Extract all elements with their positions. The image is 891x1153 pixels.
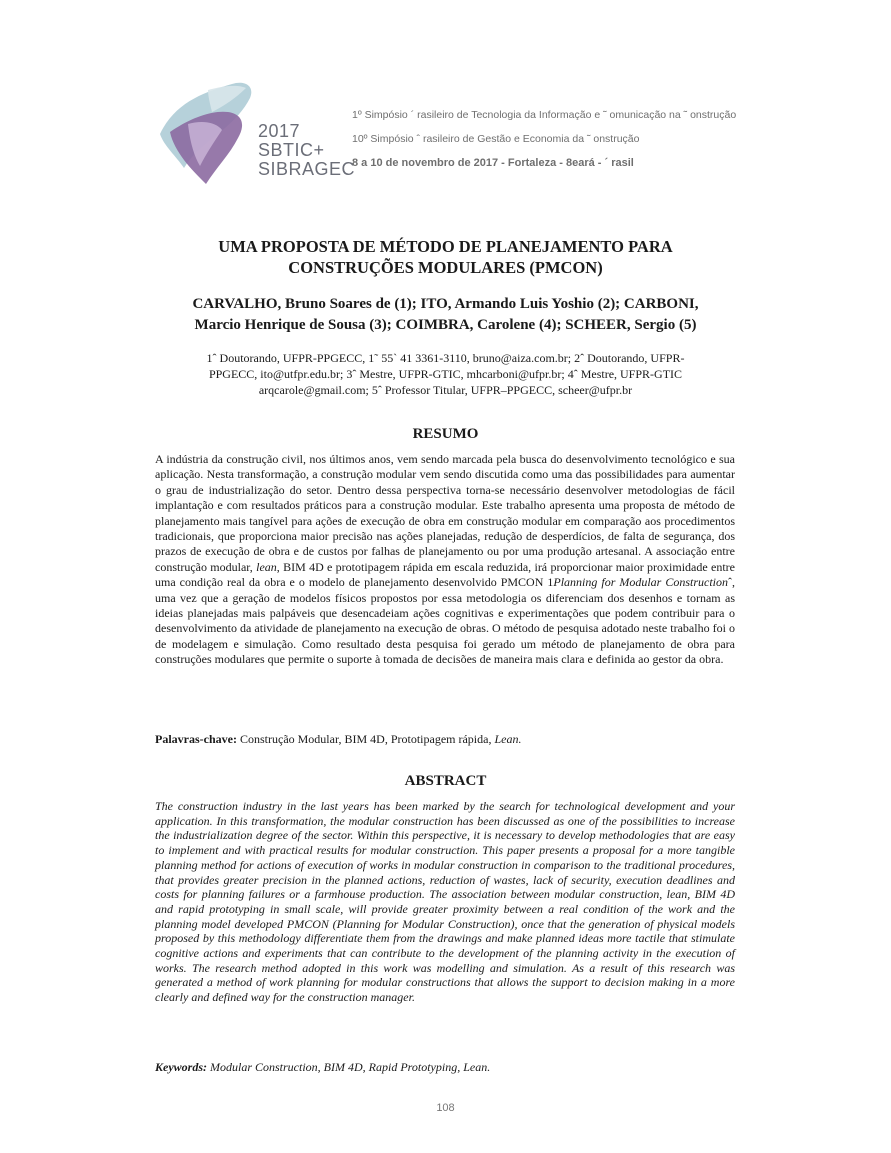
logo-line-1: SBTIC+ (258, 140, 325, 160)
resumo-text-2: , BIM 4D e prototipagem rápida em escala reduzida, irá proporcionar maior proximidade entre uma condição real da obra e o modelo de planejamento desenvolvido PMCON 1 (155, 559, 735, 590)
affil-line-3: arqcarole@gmail.com; 5ˆ Professor Titular, UFPR–PPGECC, scheer@ufpr.br (258, 383, 633, 397)
abstract-paragraph: The construction industry in the last years has been marked by the search for technological development and your application. In this transformation, the modular construction has been discussed as one of the possibilities to increase the industrialization degree of the sector. Within this perspective, it is necessary to develop methodologies that are easy to implement and with practical results for modular construction. This paper presents a proposal for a more tangible planning method for actions of execution of works in modular construction in comparison to the traditional procedures, that provides greater precision in the planned actions, reduction of wastes, lack of security, execution deadlines and costs for planning failures or a farmhouse production. The association between modular construction, lean, BIM 4D and rapid prototyping in small scale, will provide greater proximity between a real condition of the work and the planning model developed PMCON (Planning for Modular Construction), once that the generation of physical models proposed by this methodology differentiate them from the drawings and make planned ideas more tactile that stimulate cognitive actions and experiments that can contribute to the development of the planning activity in the execution of works. The research method adopted in this work was modelling and simulation. As a result of this research was generated a method of work planning for modular constructions that allows the support to decision making in a more clearly and defined way for the construction manager. (155, 799, 735, 1005)
conference-header (352, 108, 752, 170)
authors (100, 294, 791, 336)
affiliations (160, 350, 731, 398)
authors-line-1: CARVALHO, Bruno Soares de (1); ITO, Armando Luis Yoshio (2); CARBONI, (192, 296, 699, 312)
resumo-text-1: A indústria da construção civil, nos últimos anos, vem sendo marcada pela busca do desenvolvimento tecnológico e sua aplicação. Nesta transformação, a construção modular vem sendo discutida como uma das possibilidades para aumentar o grau de industrialização do setor. Dentro dessa perspectiva torna-se necessário desenvolver metodologias de fácil implantação e com resultados práticos para a construção modular. Este trabalho apresenta uma proposta de método de planejamento mais tangível para ações de execução de obra em construção modular em comparação aos procedimentos tradicionais, que proporciona maior precisão nas ações planejadas, redução de desperdícios, de falta de segurança, dos prazos de execução de obra e de custos por falhas de planejamento ou por uma produção artesanal. A associação entre construção modular, (155, 452, 735, 574)
authors-line-2: Marcio Henrique de Sousa (3); COIMBRA, Carolene (4); SCHEER, Sergio (5) (194, 317, 697, 333)
paper-title (100, 236, 791, 278)
symposium-2: 10º Simpósio ˆ rasileiro de Gestão e Economia da ˜ onstrução (352, 133, 640, 145)
resumo-keywords-text: Construção Modular, BIM 4D, Prototipagem rápida, (236, 732, 495, 746)
title-line-2: CONSTRUÇÕES MODULARES (PMCON) (288, 258, 603, 277)
resumo-text-3: ˆ, uma vez que a geração de modelos físicos propostos por essa metodologia os diferenciam dos desenhos e tornam as ideias planejadas mais palpáveis que desencadeiam ações cognitivas e experimentações que podem contribuir para o desenvolvimento da atividade de planejamento na execução de obras. O método de pesquisa adotado neste trabalho foi o de modelagem e simulação. Como resultado desta pesquisa foi gerado um método de planejamento de obra para construções modulares que permite o suporte à tomada de decisões de maneira mais clara e definida ao gestor da obra. (155, 575, 735, 667)
logo-wordmark (258, 122, 355, 179)
resumo-paragraph (155, 452, 735, 668)
abstract-keywords-label: Keywords: (155, 1060, 207, 1074)
resumo-lean: lean (256, 559, 277, 574)
resumo-pmcon-expansion: Planning for Modular Construction (553, 575, 728, 590)
event-logo (150, 72, 356, 192)
resumo-keywords-label: Palavras-chave: (155, 732, 237, 746)
dates-location: 8 a 10 de novembro de 2017 - Fortaleza - 8eará - ´ rasil (352, 157, 634, 169)
resumo-heading: RESUMO (412, 426, 479, 442)
abstract-keywords (155, 1060, 735, 1075)
affil-line-1: 1ˆ Doutorando, UFPR-PPGECC, 1˜ 55` 41 3361-3110, bruno@aiza.com.br; 2ˆ Doutorando, UFPR- (206, 351, 685, 365)
symposium-1: 1º Simpósio ´ rasileiro de Tecnologia da Informação e ˜ omunicação na ˜ onstrução (352, 109, 737, 121)
affil-line-2: PPGECC, ito@utfpr.edu.br; 3ˆ Mestre, UFPR-GTIC, mhcarboni@ufpr.br; 4ˆ Mestre, UFPR-GTIC (208, 367, 683, 381)
resumo-keywords-lean: Lean. (494, 732, 522, 746)
resumo-keywords (155, 732, 735, 747)
logo-year: 2017 (258, 121, 301, 141)
logo-line-2: SIBRAGEC (258, 159, 356, 179)
page-number: 108 (436, 1102, 455, 1114)
title-line-1: UMA PROPOSTA DE MÉTODO DE PLANEJAMENTO PARA (218, 237, 673, 256)
abstract-keywords-text: Modular Construction, BIM 4D, Rapid Prototyping, Lean. (207, 1060, 491, 1074)
abstract-heading: ABSTRACT (404, 773, 487, 789)
